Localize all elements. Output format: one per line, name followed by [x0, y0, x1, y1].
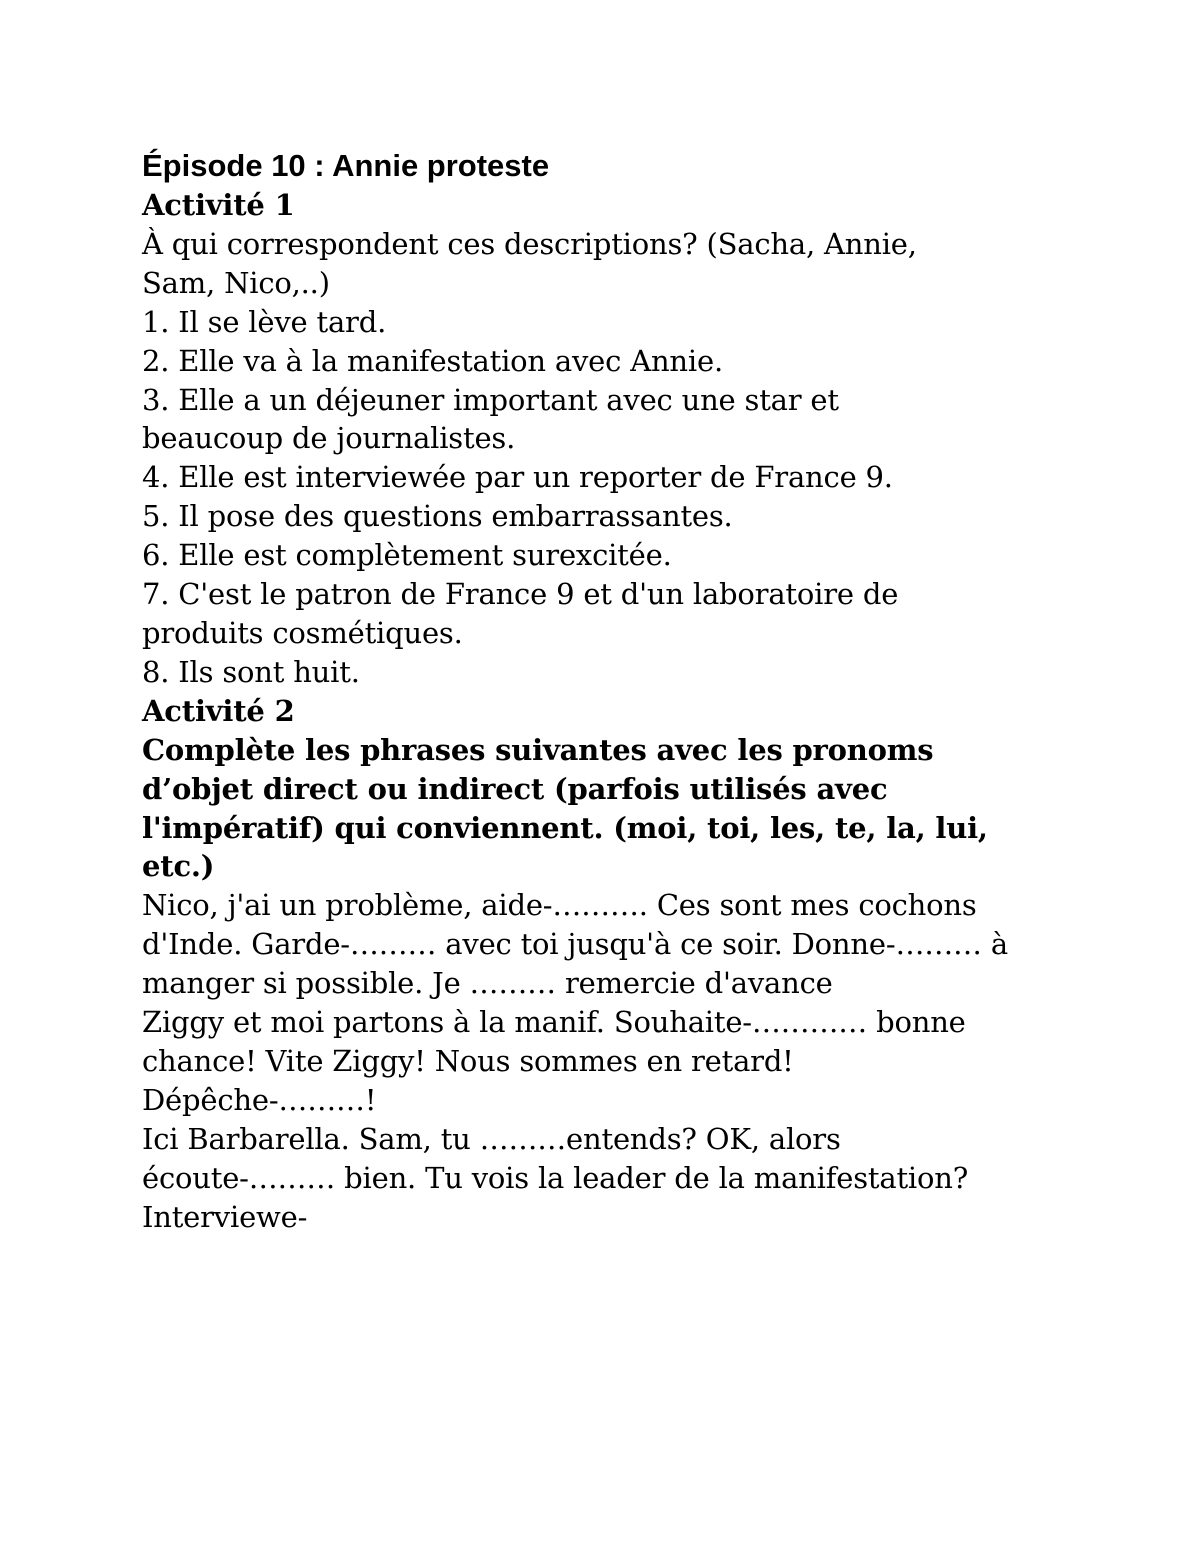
activity2-instruction-line: l'impératif) qui conviennent. (moi, toi, les, te, la, lui, [142, 810, 988, 845]
activity1-item: 6. Elle est complètement surexcitée. [142, 538, 672, 573]
activity2-text-line: Interviewe- [142, 1199, 308, 1234]
activity2-heading: Activité 2 [142, 693, 295, 728]
activity2-instruction-line: d’objet direct ou indirect (parfois utilisés avec [142, 771, 888, 806]
document-page [142, 146, 1062, 1236]
activity1-item: produits cosmétiques. [142, 615, 463, 650]
activity1-intro [142, 225, 1062, 303]
activity2-instruction-line: Complète les phrases suivantes avec les pronoms [142, 732, 934, 767]
activity1-item: 2. Elle va à la manifestation avec Annie. [142, 343, 723, 378]
episode-title: Épisode 10 : Annie proteste [142, 148, 550, 183]
activity1-item: 7. C'est le patron de France 9 et d'un laboratoire de [142, 577, 899, 612]
activity1-heading: Activité 1 [142, 188, 295, 222]
activity1-item: 5. Il pose des questions embarrassantes. [142, 499, 733, 534]
activity1-intro-line: Sam, Nico,..) [142, 265, 330, 300]
activity1-item: 1. Il se lève tard. [142, 304, 387, 339]
activity1-items [142, 303, 1062, 692]
activity1-item: 8. Ils sont huit. [142, 654, 360, 689]
activity2-instructions [142, 731, 1062, 887]
activity2-text-line: Ziggy et moi partons à la manif. Souhaite-………… bonne [142, 1005, 966, 1040]
activity2-text-line: écoute-……… bien. Tu vois la leader de la manifestation? [142, 1160, 969, 1195]
activity2-text-line: Ici Barbarella. Sam, tu ………entends? OK, alors [142, 1121, 841, 1156]
activity2-exercise-text [142, 886, 1062, 1236]
activity2-instruction-line: etc.) [142, 849, 215, 884]
activity2-text-line: Nico, j'ai un problème, aide-………. Ces sont mes cochons [142, 888, 977, 923]
activity1-item: beaucoup de journalistes. [142, 421, 516, 456]
activity1-item: 4. Elle est interviewée par un reporter de France 9. [142, 460, 893, 495]
activity2-text-line: d'Inde. Garde-……… avec toi jusqu'à ce soir. Donne-……… à [142, 927, 1008, 962]
activity1-item: 3. Elle a un déjeuner important avec une star et [142, 382, 839, 417]
activity2-text-line: Dépêche-………! [142, 1082, 377, 1117]
activity2-text-line: chance! Vite Ziggy! Nous sommes en retard! [142, 1043, 794, 1078]
activity1-intro-line: À qui correspondent ces descriptions? (Sacha, Annie, [142, 226, 917, 261]
activity2-text-line: manger si possible. Je ……… remercie d'avance [142, 966, 833, 1001]
